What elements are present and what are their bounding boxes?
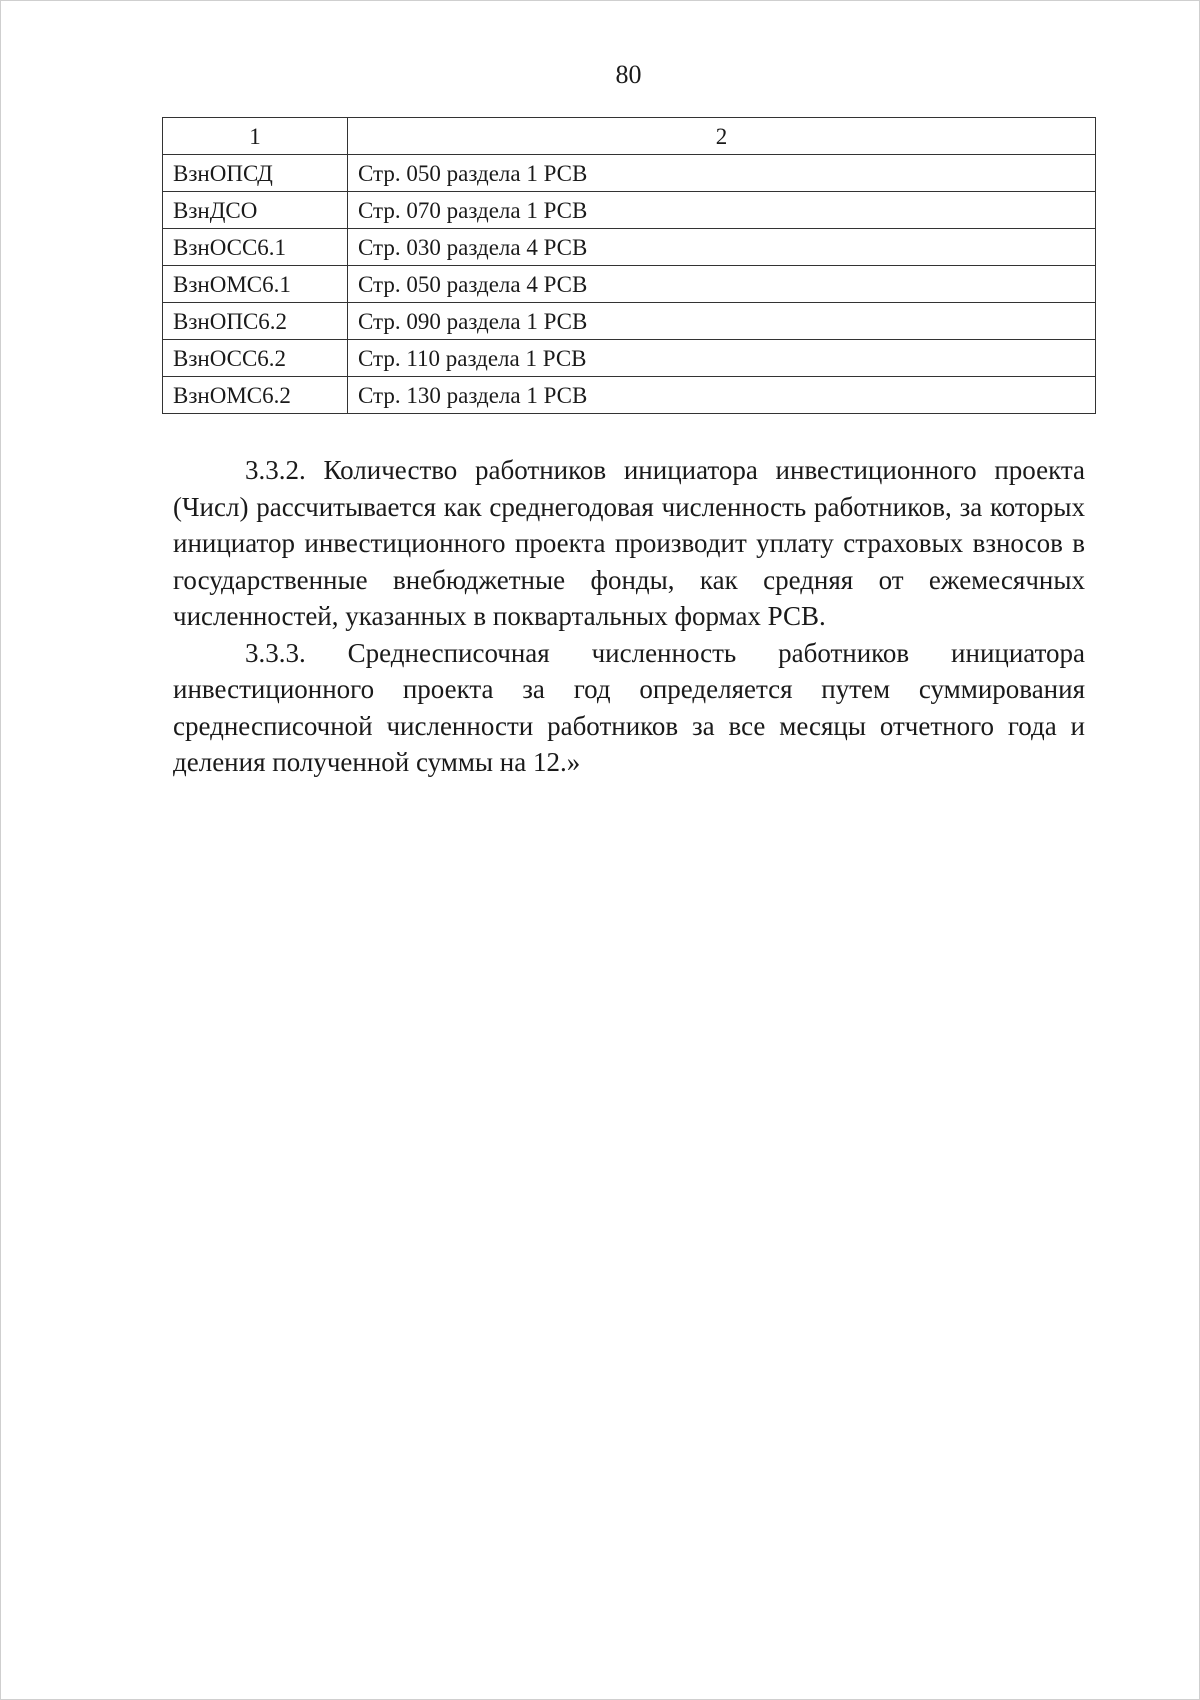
table-row — [163, 340, 1096, 377]
table-row — [163, 303, 1096, 340]
table-cell-source: Стр. 130 раздела 1 РСВ — [348, 377, 1096, 414]
table-row — [163, 266, 1096, 303]
table-cell-code: ВзнОСС6.2 — [163, 340, 348, 377]
table-row — [163, 155, 1096, 192]
table-cell-source: Стр. 050 раздела 1 РСВ — [348, 155, 1096, 192]
paragraph-3-3-2: 3.3.2. Количество работников инициатора инвестиционного проекта (Числ) рассчитывается как среднегодовая численность работников, за которых инициатор инвестиционного проекта производит уплату страховых взносов в государственные внебюджетные фонды, как средняя от ежемесячных численностей, указанных в поквартальных формах РСВ. — [173, 455, 1085, 631]
table-cell-code: ВзнОМС6.2 — [163, 377, 348, 414]
table-cell-source: Стр. 090 раздела 1 РСВ — [348, 303, 1096, 340]
page-number: 80 — [615, 60, 642, 89]
table-cell-source: Стр. 070 раздела 1 РСВ — [348, 192, 1096, 229]
body-text — [173, 452, 1085, 781]
table-row — [163, 229, 1096, 266]
table-cell-source: Стр. 110 раздела 1 РСВ — [348, 340, 1096, 377]
table-cell-code: ВзнОСС6.1 — [163, 229, 348, 266]
table-cell-code: ВзнДСО — [163, 192, 348, 229]
table-header-row — [163, 118, 1096, 155]
table-row — [163, 192, 1096, 229]
table-cell-source: Стр. 050 раздела 4 РСВ — [348, 266, 1096, 303]
table-cell-code: ВзнОПС6.2 — [163, 303, 348, 340]
table-header-cell: 2 — [348, 118, 1096, 155]
table-cell-source: Стр. 030 раздела 4 РСВ — [348, 229, 1096, 266]
table-row — [163, 377, 1096, 414]
table-header-cell: 1 — [163, 118, 348, 155]
table-cell-code: ВзнОМС6.1 — [163, 266, 348, 303]
reference-table — [162, 117, 1096, 414]
paragraph-3-3-3: 3.3.3. Среднесписочная численность работников инициатора инвестиционного проекта за год определяется путем суммирования среднесписочной численности работников за все месяцы отчетного года и деления полученной суммы на 12.» — [173, 637, 1085, 777]
table-cell-code: ВзнОПСД — [163, 155, 348, 192]
